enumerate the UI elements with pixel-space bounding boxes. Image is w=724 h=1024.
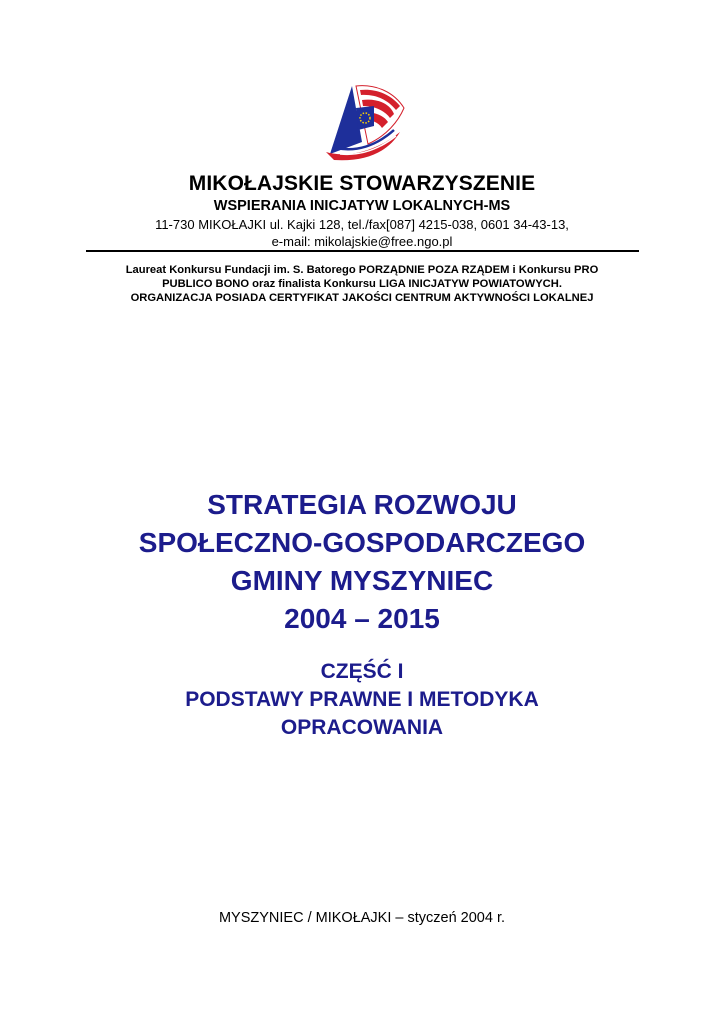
title-line: SPOŁECZNO-GOSPODARCZEGO [138, 527, 586, 558]
laureate-line: PUBLICO BONO oraz finalista Konkursu LIGA INICJATYW POWIATOWYCH. [162, 278, 562, 291]
laureate-line: ORGANIZACJA POSIADA CERTYFIKAT JAKOŚCI CENTRUM AKTYWNOŚCI LOKALNEJ [130, 292, 594, 305]
laureate-line: Laureat Konkursu Fundacji im. S. Batorego PORZĄDNIE POZA RZĄDEM i Konkursu PRO [125, 264, 599, 276]
title-line: GMINY MYSZYNIEC [230, 565, 494, 596]
part-number: CZĘŚĆ I [320, 660, 404, 683]
laureate-note [70, 263, 654, 306]
part-title-line: PODSTAWY PRAWNE I METODYKA [185, 688, 539, 711]
sailboat-flags-logo-icon [316, 82, 410, 164]
title-line: STRATEGIA ROZWOJU [207, 489, 517, 520]
header-divider [86, 250, 639, 252]
organization-subtitle: WSPIERANIA INICJATYW LOKALNYCH-MS [213, 198, 511, 214]
organization-name: MIKOŁAJSKIE STOWARZYSZENIE [188, 172, 536, 195]
organization-address: 11-730 MIKOŁAJKI ul. Kajki 128, tel./fax[087] 4215-038, 0601 34-43-13, [155, 217, 569, 232]
part-title-line: OPRACOWANIA [280, 716, 444, 739]
document-title [0, 486, 724, 638]
title-years: 2004 – 2015 [284, 603, 440, 634]
part-heading [0, 658, 724, 742]
place-date-footer: MYSZYNIEC / MIKOŁAJKI – styczeń 2004 r. [218, 910, 506, 926]
organization-email: e-mail: mikolajskie@free.ngo.pl [271, 234, 453, 249]
